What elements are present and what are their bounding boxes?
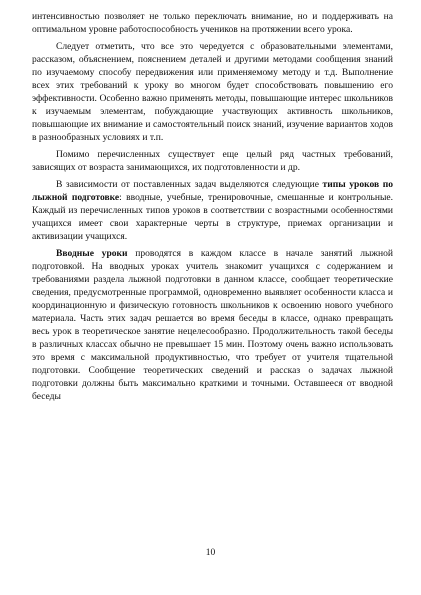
paragraph-3-text: Помимо перечисленных существует еще целый ряд частных требований, зависящих от возраста занимающихся, их подготовленности и др. xyxy=(32,149,393,173)
paragraph-4 xyxy=(32,178,393,243)
intro-lessons-term: Вводные уроки xyxy=(56,248,128,259)
paragraph-2 xyxy=(32,40,393,144)
document-body xyxy=(32,10,393,403)
page-number: 10 xyxy=(205,548,216,558)
paragraph-1 xyxy=(32,10,393,36)
paragraph-4-text: : вводные, учебные, тренировочные, смешанные и контрольные. Каждый из перечисленных типов уроков в соответствии с возрастными особенностями учащихся имеет свои характерные черты в структуре, приемах организации и активизации учащихся. xyxy=(32,192,393,242)
paragraph-4-lead: В зависимости от поставленных задач выделяются следующие xyxy=(56,179,323,190)
lesson-types-term: типы уроков по лыжной подготовке xyxy=(32,179,393,203)
paragraph-2-text: Следует отметить, что все это чередуется с образовательными элементами, рассказом, объяснением, пояснением деталей и другими методами сообщения знаний по изучаемому способу передвижения или применяемому методу и т.д. Выполнение всех этих требований к уроку во многом будет способствовать повышению его эффективности. Особенно важно применять методы, повышающие интерес школьников к изучаемым элементам, побуждающие участвующих активность школьников, повышающие их внимание и самостоятельный поиск знаний, изучение вариантов ходов в разнообразных условиях и т.п. xyxy=(32,41,393,143)
paragraph-3 xyxy=(32,148,393,174)
paragraph-1-text: интенсивностью позволяет не только переключать внимание, но и поддерживать на оптимальном уровне работоспособность учеников на протяжении всего урока. xyxy=(32,11,393,35)
paragraph-5-text: проводятся в каждом классе в начале занятий лыжной подготовкой. На вводных уроках учитель знакомит учащихся с содержанием и требованиями раздела лыжной подготовки в данном классе, сообщает теоретические сведения, предусмотренные программой, одновременно выявляет особенности класса и координационную и физическую готовность школьников к освоению нового учебного материала. Часть этих задач решается во время беседы в классе, однако превращать весь урок в теоретическое занятие нецелесообразно. Продолжительность такой беседы в различных классах обычно не превышает 15 мин. Поэтому очень важно использовать это время с максимальной продуктивностью, что требует от учителя тщательной подготовки. Сообщение теоретических сведений и рассказ о задачах лыжной подготовки должны быть максимально краткими и точными. Оставшееся от вводной беседы xyxy=(32,248,393,402)
paragraph-5 xyxy=(32,247,393,403)
